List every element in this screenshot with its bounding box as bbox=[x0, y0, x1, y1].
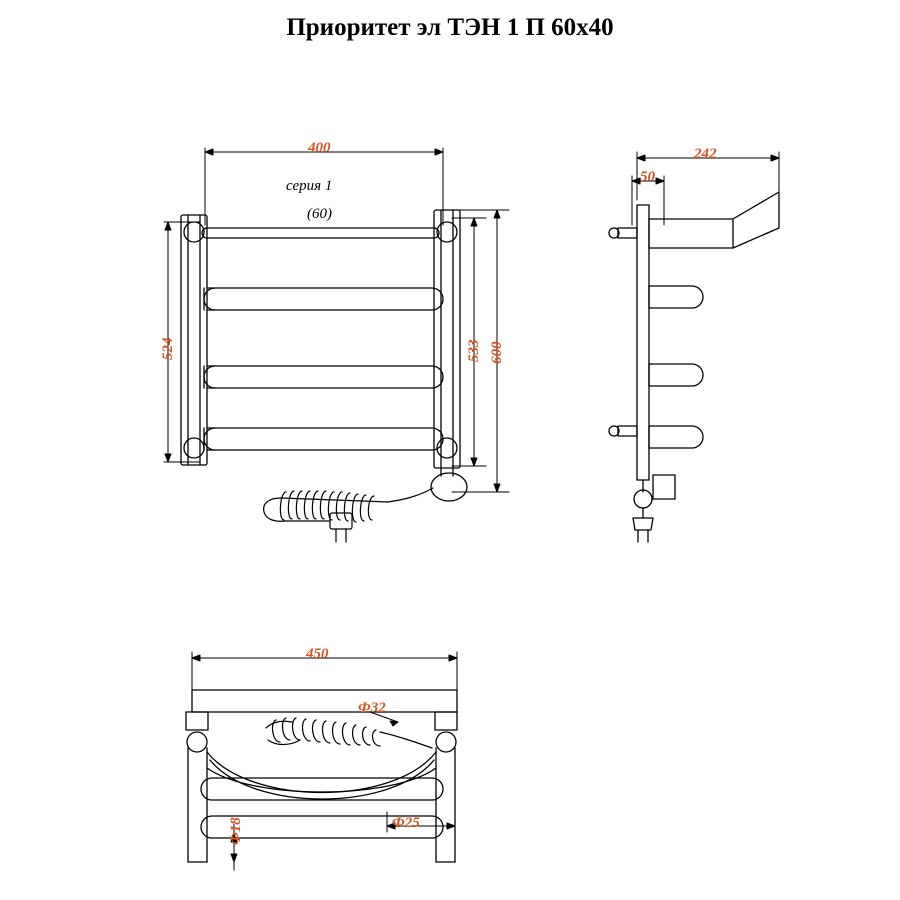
front-rails bbox=[202, 228, 443, 450]
front-series-label-line2: (60) bbox=[307, 206, 332, 222]
dim-242: 242 bbox=[694, 146, 717, 162]
side-top-shelf bbox=[649, 192, 779, 248]
top-curved-rails bbox=[207, 752, 436, 799]
front-left-post bbox=[181, 215, 207, 465]
side-profile bbox=[637, 205, 649, 480]
top-wall-plate bbox=[192, 690, 457, 712]
dim-450: 450 bbox=[306, 646, 329, 662]
side-heater-plug bbox=[633, 475, 675, 542]
side-rungs bbox=[649, 286, 703, 448]
dim-600: 600 bbox=[489, 341, 505, 364]
top-power-cord bbox=[266, 718, 432, 748]
front-heater-bulb bbox=[431, 468, 467, 501]
dim-524: 524 bbox=[160, 337, 176, 360]
side-wall-brackets bbox=[609, 228, 637, 436]
dim-242-lines bbox=[637, 152, 779, 228]
front-series-label-line1: серия 1 bbox=[286, 178, 333, 194]
dim-533: 533 bbox=[466, 339, 482, 362]
page-title: Приоритет эл ТЭН 1 П 60х40 bbox=[286, 14, 614, 41]
dim-d25: Ф25 bbox=[392, 815, 420, 831]
dim-d32: Ф32 bbox=[358, 700, 386, 716]
top-end-caps bbox=[186, 712, 457, 752]
front-power-cord bbox=[264, 488, 433, 542]
dim-d18: Ф18 bbox=[228, 817, 244, 845]
dim-50: 50 bbox=[640, 169, 655, 185]
dim-400: 400 bbox=[308, 140, 331, 156]
